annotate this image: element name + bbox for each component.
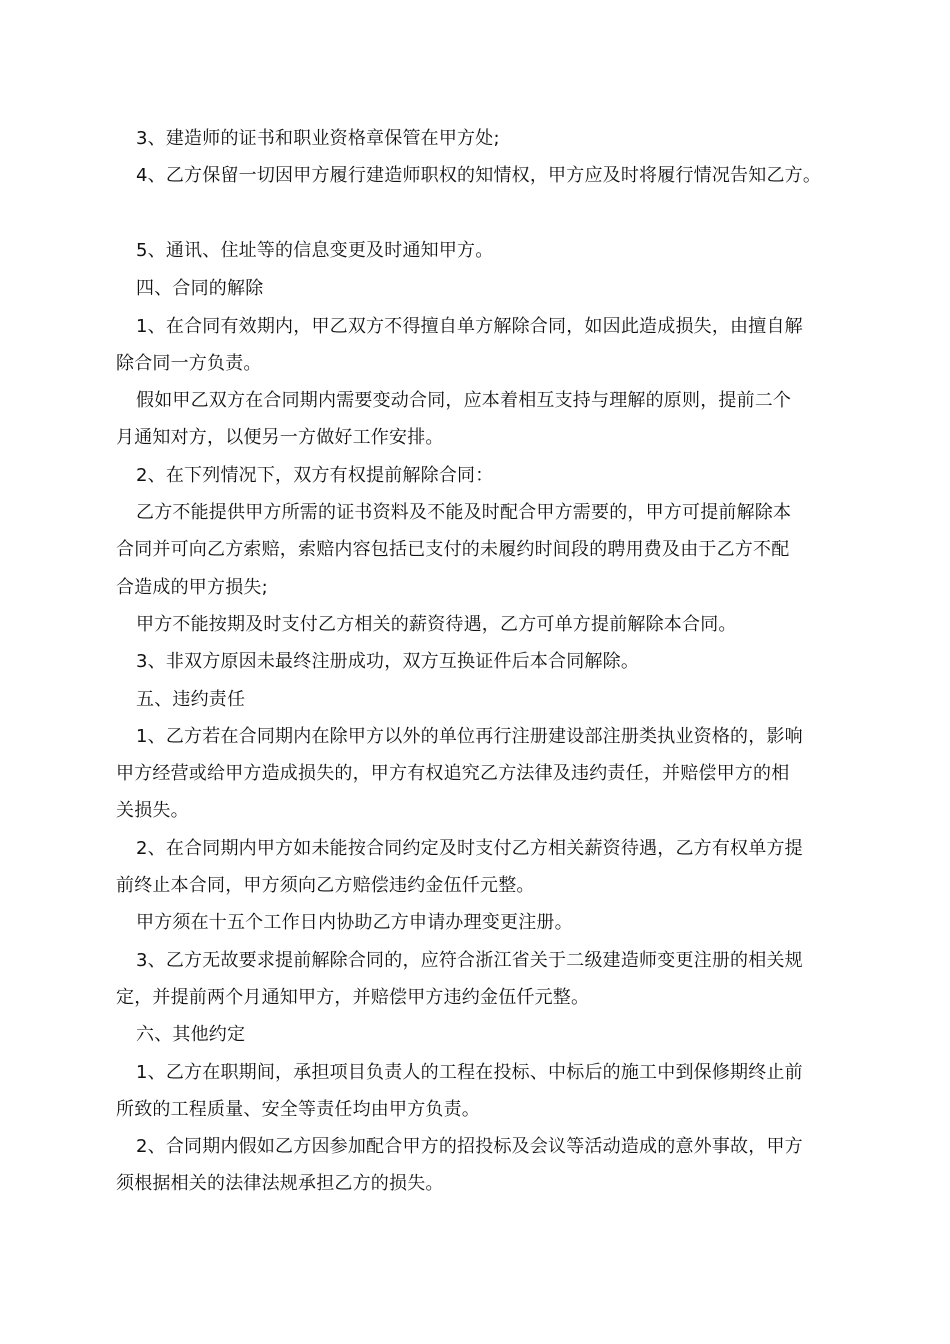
section-heading: 四、合同的解除 [136, 278, 264, 299]
paragraph-line: 3、乙方无故要求提前解除合同的，应符合浙江省关于二级建造师变更注册的相关规 [136, 950, 803, 971]
paragraph-line: 1、乙方在职期间，承担项目负责人的工程在投标、中标后的施工中到保修期终止前 [136, 1062, 803, 1083]
paragraph-line: 甲方须在十五个工作日内协助乙方申请办理变更注册。 [136, 912, 573, 933]
paragraph-line: 须根据相关的法律法规承担乙方的损失。 [116, 1173, 444, 1194]
paragraph-line: 前终止本合同，甲方须向乙方赔偿违约金伍仟元整。 [116, 875, 535, 896]
paragraph-line: 2、在合同期内甲方如未能按合同约定及时支付乙方相关薪资待遇，乙方有权单方提 [136, 838, 803, 859]
paragraph-line: 1、乙方若在合同期内在除甲方以外的单位再行注册建设部注册类执业资格的，影响 [136, 726, 803, 747]
paragraph-line: 除合同一方负责。 [116, 353, 262, 374]
paragraph-line: 定，并提前两个月通知甲方，并赔偿甲方违约金伍仟元整。 [116, 987, 590, 1008]
paragraph-line: 4、乙方保留一切因甲方履行建造师职权的知情权，甲方应及时将履行情况告知乙方。 [136, 165, 822, 186]
paragraph-line: 甲方经营或给甲方造成损失的，甲方有权追究乙方法律及违约责任，并赔偿甲方的相 [116, 763, 790, 784]
paragraph-line: 乙方不能提供甲方所需的证书资料及不能及时配合甲方需要的，甲方可提前解除本 [136, 502, 792, 523]
paragraph-line: 甲方不能按期及时支付乙方相关的薪资待遇，乙方可单方提前解除本合同。 [136, 614, 737, 635]
paragraph-line: 2、在下列情况下，双方有权提前解除合同： [136, 465, 494, 486]
section-heading: 五、违约责任 [136, 689, 246, 710]
paragraph-line: 合同并可向乙方索赔，索赔内容包括已支付的未履约时间段的聘用费及由于乙方不配 [116, 539, 790, 560]
paragraph-line: 5、通讯、住址等的信息变更及时通知甲方。 [136, 240, 494, 261]
paragraph-line: 3、建造师的证书和职业资格章保管在甲方处; [136, 128, 500, 149]
section-heading: 六、其他约定 [136, 1024, 246, 1045]
paragraph-line: 假如甲乙双方在合同期内需要变动合同，应本着相互支持与理解的原则，提前二个 [136, 390, 792, 411]
paragraph-line: 关损失。 [116, 800, 189, 821]
paragraph-line: 所致的工程质量、安全等责任均由甲方负责。 [116, 1099, 480, 1120]
paragraph-line: 合造成的甲方损失; [116, 577, 268, 598]
paragraph-line: 2、合同期内假如乙方因参加配合甲方的招投标及会议等活动造成的意外事故，甲方 [136, 1136, 803, 1157]
paragraph-line: 1、在合同有效期内，甲乙双方不得擅自单方解除合同，如因此造成损失，由擅自解 [136, 316, 803, 337]
paragraph-line: 月通知对方，以便另一方做好工作安排。 [116, 427, 444, 448]
paragraph-line: 3、非双方原因未最终注册成功，双方互换证件后本合同解除。 [136, 651, 640, 672]
